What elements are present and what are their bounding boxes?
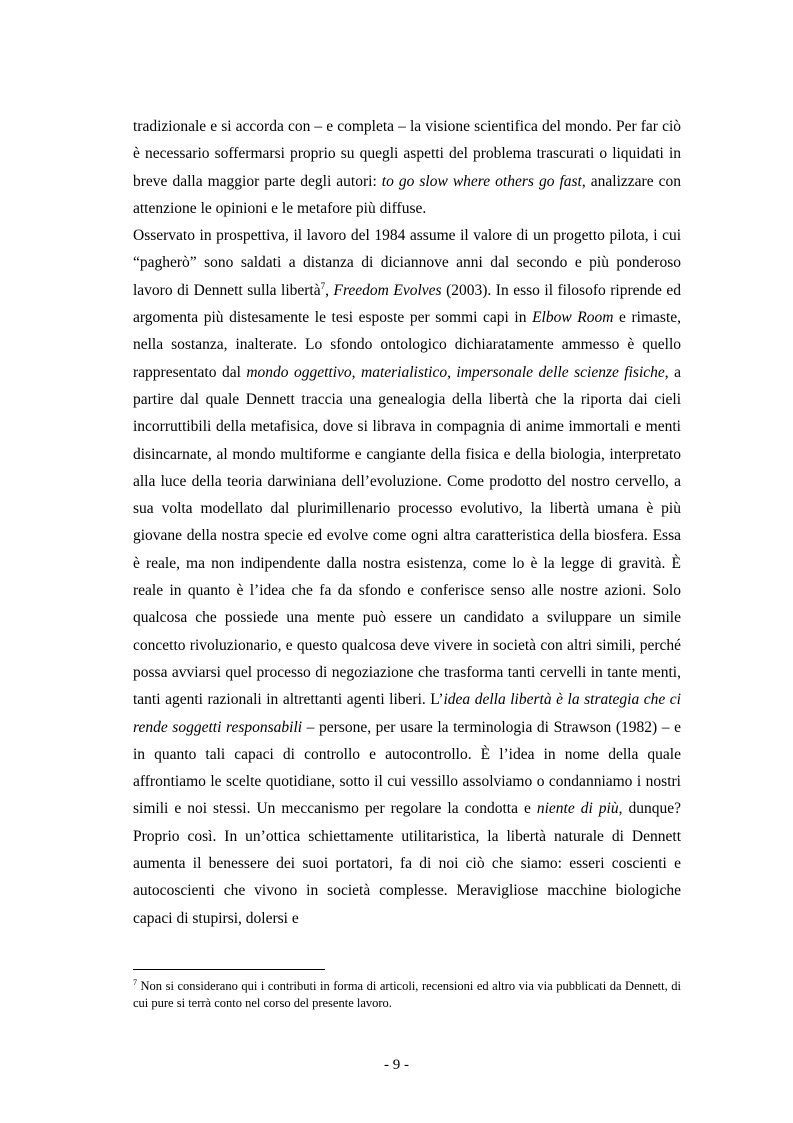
paragraph-2: Osservato in prospettiva, il lavoro del 1984 assume il valore di un progetto pilota, i cui “pagherò” sono saldati a distanza di diciannove anni dal secondo e più ponderoso lavoro di Dennett sulla libertà$^7$, Freedom Evolves (2003). In esso il filosofo riprende ed argomenta più distesamente le tesi esposte per sommi capi in Elbow Room e rimaste, nella sostanza, inalterate. Lo sfondo ontologico dichiaratamente ammesso è quello rappresentato dal mondo oggettivo, materialistico, impersonale delle scienze fisiche, a partire dal quale Dennett traccia una genealogia della libertà che la riporta dai cieli incorruttibili della metafisica, dove si librava in compagnia di anime immortali e menti disincarnate, al mondo multiforme e cangiante della fisica e della biologia, interpretato alla luce della teoria darwiniana dell’evoluzione. Come prodotto del nostro cervello, a sua volta modellato dal plurimillenario processo evolutivo, la libertà umana è più giovane della nostra specie ed evolve come ogni altra caratteristica della biosfera. Essa è reale, ma non indipendente dalla nostra esistenza, come lo è la legge di gravità. È reale in quanto è l’idea che fa da sfondo e conferisce senso alle nostre azioni. Solo qualcosa che possiede una mente può essere un candidato a sviluppare un simile concetto rivoluzionario, e questo qualcosa deve vivere in società con altri simili, perché possa avviarsi quel processo di negoziazione che trasforma tanti cervelli in tante menti, tanti agenti razionali in altrettanti agenti liberi. L’idea della libertà è la strategia che ci rende soggetti responsabili – persone, per usare la terminologia di Strawson (1982) – e in quanto tali capaci di controllo e autocontrollo. È l’idea in nome della quale affrontiamo le scelte quotidiane, sotto il cui vessillo assolviamo o condanniamo i nostri simili e noi stessi. Un meccanismo per regolare la condotta e niente di più, dunque? Proprio così. In un’ottica schiettamente utilitaristica, la libertà naturale di Dennett aumenta il benessere dei suoi portatori, fa di noi ciò che siamo: esseri coscienti e autocoscienti che vivono in società complesse. Meravigliose macchine biologiche capaci di stupirsi, dolersi e: [133, 227, 682, 927]
footnote-7: [133, 978, 681, 1012]
book-title-freedom-evolves: Freedom Evolves: [333, 281, 442, 299]
body-text: [133, 113, 681, 932]
italic-phrase: idea della libertà è la strategia che ci rende soggetti responsabili: [133, 691, 681, 736]
italic-phrase: mondo oggettivo, materialistico, impersonale delle scienze fisiche: [246, 363, 665, 381]
page-number: - 9 -: [384, 1057, 409, 1073]
italic-phrase: to go slow where others go fast: [381, 172, 582, 190]
footnote-divider: [133, 969, 325, 970]
paragraph-1: tradizionale e si accorda con – e completa – la visione scientifica del mondo. Per far ciò è necessario soffermarsi proprio su quegli aspetti del problema trascurati o liquidati in breve dalla maggior parte degli autori: to go slow where others go fast, analizzare con attenzione le opinioni e le metafore più diffuse.: [133, 118, 681, 217]
footnote-number: 7: [133, 977, 137, 987]
book-title-elbow-room: Elbow Room: [532, 309, 614, 327]
italic-phrase: niente di più: [536, 800, 619, 818]
footnote-reference[interactable]: 7: [320, 280, 326, 291]
footnote-text: Non si considerano qui i contributi in forma di articoli, recensioni ed altro via via pubblicati da Dennett, di cui pure si terrà conto nel corso del presente lavoro.: [133, 979, 681, 1010]
